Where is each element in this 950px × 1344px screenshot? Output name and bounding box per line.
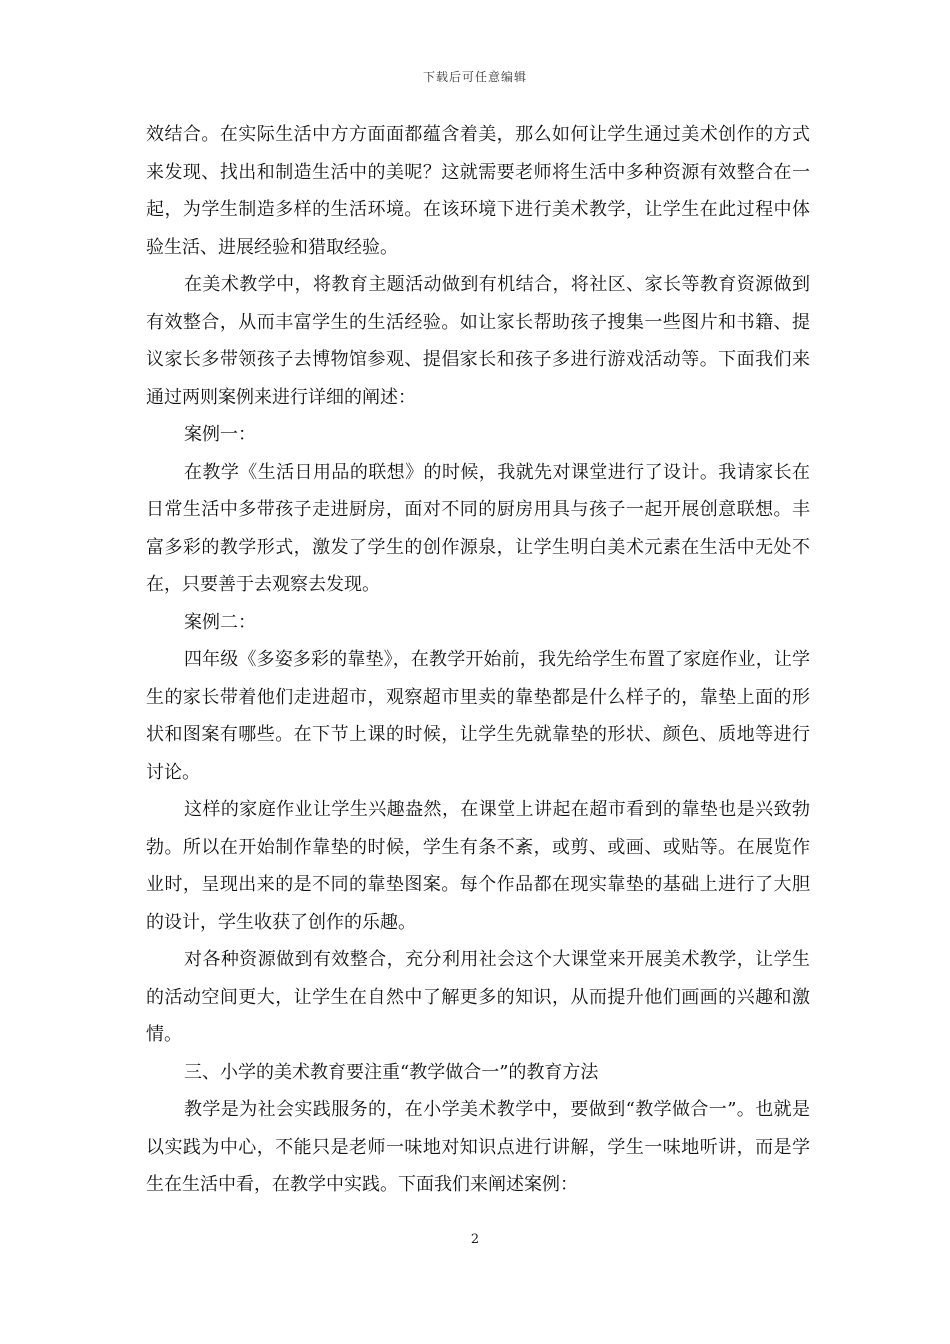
paragraph-homework: 这样的家庭作业让学生兴趣盎然，在课堂上讲起在超市看到的靠垫也是兴致勃勃。所以在开始制作靠垫的时候，学生有条不紊，或剪、或画、或贴等。在展览作业时，呈现出来的是不同的靠垫图案。每个作品都在现实靠垫的基础上进行了大胆的设计，学生收获了创作的乐趣。 [146, 799, 810, 933]
section-three-heading: 三、小学的美术教育要注重“教学做合一”的教育方法 [184, 1061, 599, 1083]
paragraph-resource-integration: 在美术教学中，将教育主题活动做到有机结合，将社区、家长等教育资源做到有效整合，从而丰富学生的生活经验。如让家长帮助孩子搜集一些图片和书籍、提议家长多带领孩子去博物馆参观、提倡家长和孩子多进行游戏活动等。下面我们来通过两则案例来进行详细的阐述： [146, 274, 810, 408]
paragraph-integration-summary: 对各种资源做到有效整合，充分利用社会这个大课堂来开展美术教学，让学生的活动空间更大，让学生在自然中了解更多的知识，从而提升他们画画的兴趣和激情。 [146, 949, 810, 1045]
paragraph-case-two: 四年级《多姿多彩的靠垫》，在教学开始前，我先给学生布置了家庭作业，让学生的家长带着他们走进超市，观察超市里卖的靠垫都是什么样子的，靠垫上面的形状和图案有哪些。在下节上课的时候，让学生先就靠垫的形状、颜色、质地等进行讨论。 [146, 649, 810, 783]
page-number: 2 [470, 1232, 480, 1247]
document-body [146, 116, 810, 1204]
paragraph-case-one: 在教学《生活日用品的联想》的时候，我就先对课堂进行了设计。我请家长在日常生活中多带孩子走进厨房，面对不同的厨房用具与孩子一起开展创意联想。丰富多彩的教学形式，激发了学生的创作源泉，让学生明白美术元素在生活中无处不在，只要善于去观察去发现。 [146, 461, 810, 595]
case-one-heading: 案例一： [184, 424, 256, 445]
header-note: 下载后可任意编辑 [422, 70, 527, 84]
paragraph-continuation: 效结合。在实际生活中方方面面都蕴含着美，那么如何让学生通过美术创作的方式来发现、找出和制造生活中的美呢？这就需要老师将生活中多种资源有效整合在一起，为学生制造多样的生活环境。在该环境下进行美术教学，让学生在此过程中体验生活、进展经验和猎取经验。 [146, 124, 810, 258]
paragraph-teaching-practice: 教学是为社会实践服务的，在小学美术教学中，要做到“教学做合一”。也就是以实践为中心，不能只是老师一味地对知识点进行讲解，学生一味地听讲，而是学生在生活中看，在教学中实践。下面我们来阐述案例： [146, 1099, 810, 1195]
case-two-heading: 案例二： [184, 611, 256, 633]
